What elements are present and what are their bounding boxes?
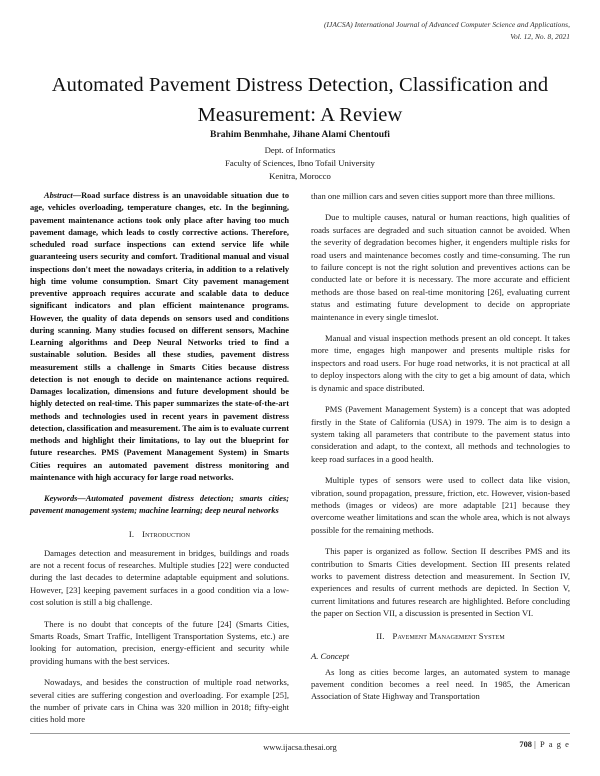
running-header xyxy=(130,19,570,42)
page-number-label: | P a g e xyxy=(534,740,570,749)
paragraph: There is no doubt that concepts of the future [24] (Smarts Cities, Smarts Roads, Smart Traffic, Intelligent Transportation Systems, etc.) are looking for automation, precision, energy-efficient and security while providing humans with the best services. xyxy=(30,618,289,666)
author-institution: Faculty of Sciences, Ibno Tofail University xyxy=(225,158,375,169)
keywords-label: Keywords— xyxy=(44,494,86,503)
abstract-label: Abstract— xyxy=(44,191,82,200)
journal-name: (IJACSA) International Journal of Advanced Computer Science and Applications, xyxy=(324,20,570,29)
page-number-value: 708 xyxy=(519,740,532,749)
page-number xyxy=(519,740,570,749)
paragraph: Damages detection and measurement in bridges, buildings and roads are not a recent focus of researches. Multiple studies [22] were conducted during the last decades to determine adaptable equipment and solutions. However, [23] keeping pavement surfaces in a good condition via a low-cost solution is still a big challenge. xyxy=(30,547,289,608)
keywords-paragraph xyxy=(30,493,289,518)
journal-url[interactable]: www.ijacsa.thesai.org xyxy=(263,743,337,752)
abstract-text: Road surface distress is an unavoidable situation due to age, vehicles overloading, temperature changes, etc. In the beginning, pavement maintenance actions took only place after having too much pavement damage, which leads to costly corrective actions. Therefore, scheduled road surface inspections can extend service life while guaranteeing users security and comfort. Traditional manual and visual inspections don't meet the nowadays criteria, in addition to a relatively high time volume consumption. Smart City pavement management preventive approach requires accurate and scalable data to deduce significant indicators and plan efficient maintenance programs. However, the quality of data depends on sensors used and conditions during scanning. Many studies focused on different sensors, Machine Learning algorithms and Deep Neural Networks tried to find a sustainable solution. Besides all these studies, pavement distress measurement stills a challenge in Smarts Cities because distress detection is not enough to decide on maintenance actions required. Damages localization, dimensions and future development should be highly detected on real-time. This paper summarizes the state-of-the-art methods and technologies used in recent years in pavement distress detection, classification and measurement. The aim is to evaluate current methods and highlight their limitations, to lay out the blueprint for future researches. PMS (Pavement Management System) in Smarts Cities requires an automated pavement distress monitoring and maintenance with high accuracy for large road networks. xyxy=(30,191,289,482)
column-right xyxy=(311,190,570,725)
author-names: Brahim Benmhahe, Jihane Alami Chentoufi xyxy=(210,129,390,140)
author-location: Kenitra, Morocco xyxy=(269,171,331,182)
section-title: Pavement Management System xyxy=(392,630,505,641)
author-block xyxy=(40,128,560,184)
page-footer xyxy=(30,740,570,758)
paper-title: Automated Pavement Distress Detection, Classification and Measurement: A Review xyxy=(51,73,549,126)
column-left xyxy=(30,190,289,725)
paragraph: PMS (Pavement Management System) is a concept that was adopted firstly in the State of California (USA) in 1979. The aim is to design a system taking all parameters that contribute to the pavement status into consideration and adapt, to the context, all methods and technologies to keep road surfaces in a good health. xyxy=(311,404,570,464)
section-numeral: II. xyxy=(376,630,385,641)
body-columns xyxy=(30,190,570,725)
paragraph: Nowadays, and besides the construction of multiple road networks, several cities are suffering congestion and overloading. For example [25], the number of private cars in China was 320 million in 2018; fifty-eight cities hold more xyxy=(30,677,289,725)
footer-divider xyxy=(30,733,570,734)
paragraph: Manual and visual inspection methods present an old concept. It takes more time, engages high manpower and presents multiple risks for inspectors and road users. For huge road networks, it is not practical at all to deploy inspectors along with the city to get a big amount of data, which is dynamic and space distributed. xyxy=(311,333,570,393)
paragraph: This paper is organized as follow. Section II describes PMS and its contribution to Smarts Cities development. Section III presents related works to pavement distress detection and measurement. In Section IV, experiences and results of current methods are depicted. In Section V, current limitations and futures research are highlighted. Before concluding the paper on Section VII, a discussion is presented in Section VI. xyxy=(311,546,570,619)
subsection-heading-concept: A. Concept xyxy=(311,650,350,661)
section-heading-introduction xyxy=(30,528,289,540)
section-title: Introduction xyxy=(142,528,191,539)
paragraph: than one million cars and seven cities support more than three millions. xyxy=(311,191,556,201)
paragraph: Due to multiple causes, natural or human reactions, high qualities of roads surfaces are degraded and such situation cannot be avoided. When the severity of degradation becomes higher, it engenders multiple risks for road users and maintenance becomes costly and time-consuming. The run to failure concept is not the right solution and preventives actions can be conducted late or before it is necessary. The more accurate and efficient methods are those based on real-time monitoring [26], evaluating current status and estimating future development to decide on appropriate maintenance in every single timeslot. xyxy=(311,212,570,322)
section-heading-pavement-management-system xyxy=(311,630,570,642)
volume-issue: Vol. 12, No. 8, 2021 xyxy=(510,31,570,41)
keywords-text: Automated pavement distress detection; smarts cities; pavement management system; machine learning; deep neural networks xyxy=(30,494,289,516)
abstract-paragraph xyxy=(30,190,289,484)
author-department: Dept. of Informatics xyxy=(264,145,336,155)
section-numeral: I. xyxy=(128,528,135,539)
paragraph: Multiple types of sensors were used to collect data like vision, vibration, sound propagation, pressure, friction, etc. However, vision-based methods (images or videos) are more adaptable [21] because they overcome weather limitations and scan the whole area, which is not always possible for the remaining methods. xyxy=(311,475,570,535)
paragraph: As long as cities become larges, an automated system to manage pavement condition becomes a reel need. In 1985, the American Association of State Highway and Transportation xyxy=(311,666,570,702)
